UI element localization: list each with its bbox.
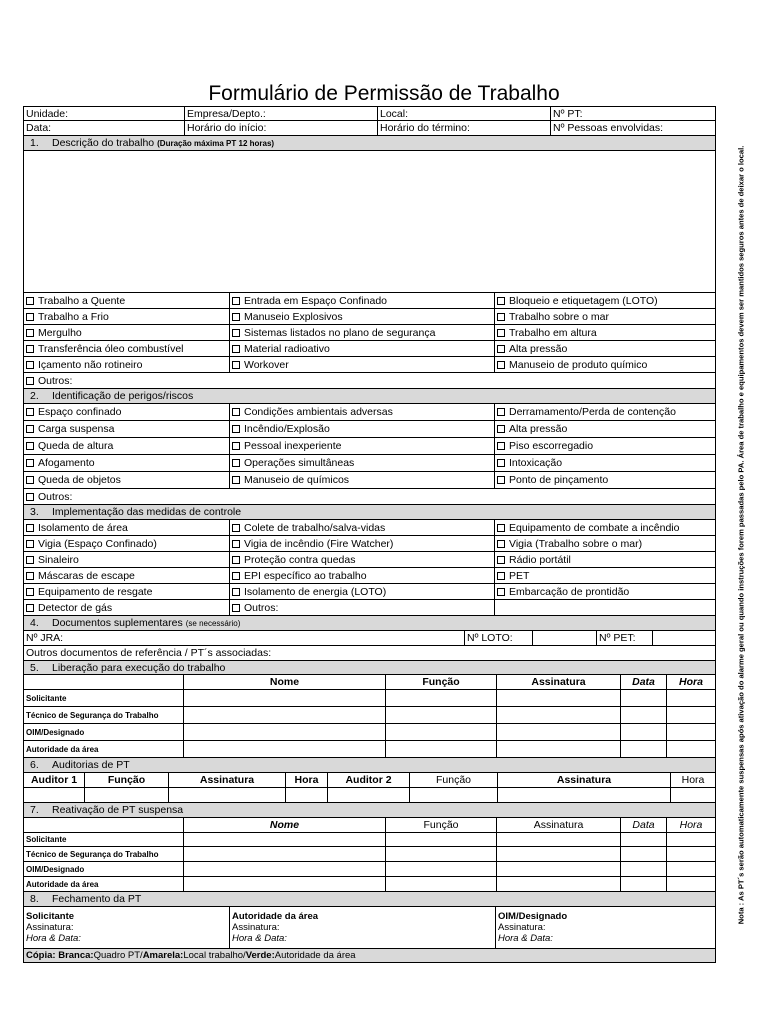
- release-funcao[interactable]: [386, 724, 497, 740]
- checkbox-icon[interactable]: [497, 588, 505, 596]
- checkbox-item[interactable]: Queda de objetos: [24, 472, 230, 488]
- reactivation-row: Solicitante: [23, 833, 716, 847]
- jra-field[interactable]: Nº JRA:: [24, 631, 465, 645]
- reactivation-cell[interactable]: [621, 833, 667, 846]
- release-row: Autoridade da área: [23, 741, 716, 758]
- checkbox-icon[interactable]: [497, 442, 505, 450]
- closing-row: [23, 907, 716, 949]
- work-type-checklist: [23, 293, 716, 389]
- release-data[interactable]: [621, 707, 667, 723]
- section-number: 3.: [30, 506, 39, 518]
- checkbox-icon[interactable]: [497, 459, 505, 467]
- section-number: 8.: [30, 893, 39, 905]
- release-assinatura[interactable]: [497, 741, 621, 757]
- col-data: Data: [621, 818, 667, 832]
- checkbox-icon[interactable]: [26, 297, 34, 305]
- checkbox-item[interactable]: Condições ambientais adversas: [230, 404, 495, 420]
- section-title: Liberação para execução do trabalho: [52, 661, 226, 674]
- col-hora: Hora: [286, 773, 328, 787]
- inicio-field[interactable]: Horário do início:: [185, 121, 378, 135]
- checkbox-item[interactable]: Incêndio/Explosão: [230, 421, 495, 437]
- pessoas-field[interactable]: Nº Pessoas envolvidas:: [553, 122, 664, 134]
- section-title: Identificação de perigos/riscos: [52, 390, 194, 402]
- checkbox-icon[interactable]: [26, 572, 34, 580]
- checkbox-item[interactable]: Manuseio de químicos: [230, 472, 495, 488]
- checkbox-item[interactable]: Sinaleiro: [24, 552, 230, 567]
- col-funcao-2: Função: [410, 773, 498, 787]
- reactivation-cell[interactable]: [184, 833, 386, 846]
- release-nome[interactable]: [184, 724, 386, 740]
- checkbox-icon[interactable]: [26, 604, 34, 612]
- checklist-row: [24, 308, 715, 324]
- col-assinatura: Assinatura: [497, 818, 621, 832]
- release-hora[interactable]: [667, 707, 715, 723]
- checkbox-item[interactable]: Material radioativo: [230, 341, 495, 356]
- checkbox-item[interactable]: Sistemas listados no plano de segurança: [230, 325, 495, 340]
- checkbox-item[interactable]: Operações simultâneas: [230, 455, 495, 471]
- checkbox-icon[interactable]: [497, 329, 505, 337]
- checkbox-item[interactable]: Entrada em Espaço Confinado: [230, 293, 495, 308]
- checkbox-item[interactable]: Espaço confinado: [24, 404, 230, 420]
- checklist-row: [24, 567, 715, 583]
- checklist-row: [24, 437, 715, 454]
- checkbox-icon[interactable]: [232, 408, 240, 416]
- checkbox-icon[interactable]: [26, 493, 34, 501]
- col-data: Data: [621, 675, 667, 689]
- release-nome[interactable]: [184, 741, 386, 757]
- checkbox-icon[interactable]: [497, 313, 505, 321]
- checklist-row: [24, 356, 715, 372]
- section-title: Documentos suplementares: [52, 617, 183, 629]
- release-hora[interactable]: [667, 690, 715, 706]
- section-5-header: [23, 661, 716, 675]
- checkbox-icon[interactable]: [497, 540, 505, 548]
- section-2-header: [23, 389, 716, 404]
- checklist-row: [24, 293, 715, 308]
- reactivation-cell[interactable]: [497, 877, 621, 891]
- checkbox-item[interactable]: Trabalho em altura: [495, 325, 715, 340]
- reactivation-cell[interactable]: [667, 877, 715, 891]
- checkbox-icon[interactable]: [497, 524, 505, 532]
- pet-value[interactable]: [653, 631, 715, 645]
- col-assinatura: Assinatura: [169, 773, 286, 787]
- section-number: 5.: [30, 661, 39, 674]
- reactivation-cell[interactable]: [667, 833, 715, 846]
- copy-footer: Cópia: Branca: Quadro PT/ Amarela: Local trabalho/ Verde: Autoridade da área: [23, 949, 716, 963]
- checkbox-icon[interactable]: [26, 425, 34, 433]
- checkbox-item[interactable]: Trabalho a Frio: [24, 309, 230, 324]
- checklist-row: [24, 520, 715, 535]
- checkbox-item[interactable]: Transferência óleo combustível: [24, 341, 230, 356]
- checkbox-icon[interactable]: [497, 556, 505, 564]
- audit-cell[interactable]: [85, 788, 169, 802]
- reactivation-row: OIM/Designado: [23, 862, 716, 877]
- audit-cell[interactable]: [24, 788, 85, 802]
- checkbox-icon[interactable]: [232, 361, 240, 369]
- checkbox-item[interactable]: Afogamento: [24, 455, 230, 471]
- col-nome: Nome: [184, 818, 386, 832]
- checkbox-item[interactable]: Detector de gás: [24, 600, 230, 615]
- section-title: Implementação das medidas de controle: [52, 506, 242, 518]
- checkbox-item[interactable]: Colete de trabalho/salva-vidas: [230, 520, 495, 535]
- checkbox-item[interactable]: Vigia (Espaço Confinado): [24, 536, 230, 551]
- checkbox-icon[interactable]: [26, 524, 34, 532]
- checkbox-item[interactable]: Equipamento de resgate: [24, 584, 230, 599]
- audit-table-header: [23, 773, 716, 788]
- section-8-header: [23, 892, 716, 907]
- col-hora: Hora: [679, 676, 703, 688]
- reactivation-cell[interactable]: [386, 833, 497, 846]
- col-funcao: Função: [386, 675, 497, 689]
- loto-field[interactable]: Nº LOTO:: [465, 631, 533, 645]
- data-field[interactable]: Data:: [24, 121, 185, 135]
- checkbox-item-outros[interactable]: Outros:: [24, 489, 715, 504]
- checkbox-icon[interactable]: [26, 459, 34, 467]
- checkbox-icon[interactable]: [232, 556, 240, 564]
- checkbox-item[interactable]: Içamento não rotineiro: [24, 357, 230, 372]
- release-assinatura[interactable]: [497, 690, 621, 706]
- closing-block-solicitante[interactable]: Solicitante Assinatura: Hora & Data:: [24, 907, 230, 948]
- checkbox-item[interactable]: Carga suspensa: [24, 421, 230, 437]
- col-auditor-2: Auditor 2: [328, 773, 410, 787]
- section-note: (se necessário): [185, 618, 241, 628]
- side-note: Nota : As PT´s serão automaticamente suspensas após ativação do alarme geral ou quando instruções forem passadas pelo PA. Área de trabalho e equipamentos devem ser mantidos seguros antes de deixar o local.: [736, 145, 746, 925]
- checkbox-icon[interactable]: [497, 297, 505, 305]
- checkbox-icon[interactable]: [232, 425, 240, 433]
- pt-number-field[interactable]: Nº PT:: [553, 107, 583, 120]
- reactivation-table-header: [23, 818, 716, 833]
- other-docs-row: [23, 646, 716, 661]
- checkbox-icon[interactable]: [232, 540, 240, 548]
- audit-cell[interactable]: [671, 788, 715, 802]
- closing-block-oim[interactable]: OIM/Designado Assinatura: Hora & Data:: [498, 911, 568, 944]
- checkbox-item[interactable]: Manuseio de produto químico: [495, 357, 715, 372]
- hazard-checklist: [23, 404, 716, 505]
- release-assinatura[interactable]: [497, 724, 621, 740]
- checkbox-icon[interactable]: [497, 408, 505, 416]
- checkbox-icon[interactable]: [232, 329, 240, 337]
- audit-cell[interactable]: [410, 788, 498, 802]
- audit-cell[interactable]: [328, 788, 410, 802]
- reactivation-cell[interactable]: [667, 847, 715, 861]
- audit-cell[interactable]: [498, 788, 671, 802]
- release-hora[interactable]: [667, 741, 715, 757]
- work-description-area[interactable]: [23, 151, 716, 293]
- release-nome[interactable]: [184, 690, 386, 706]
- reactivation-cell[interactable]: [386, 862, 497, 876]
- checkbox-icon[interactable]: [26, 345, 34, 353]
- checklist-row: [24, 551, 715, 567]
- checkbox-item[interactable]: Piso escorregadio: [495, 438, 715, 454]
- section-3-header: [23, 505, 716, 520]
- audit-cell[interactable]: [286, 788, 328, 802]
- checklist-row: [24, 488, 715, 504]
- checklist-row: [24, 535, 715, 551]
- checkbox-icon[interactable]: [497, 425, 505, 433]
- reactivation-cell[interactable]: [184, 877, 386, 891]
- section-title: Reativação de PT suspensa: [52, 804, 184, 816]
- checklist-row: [24, 599, 715, 615]
- loto-value[interactable]: [533, 631, 597, 645]
- checkbox-icon[interactable]: [26, 329, 34, 337]
- section-7-header: [23, 803, 716, 818]
- col-assinatura-2: Assinatura: [498, 773, 671, 787]
- reactivation-row: Autoridade da área: [23, 877, 716, 892]
- release-table-header: [23, 675, 716, 690]
- checkbox-icon[interactable]: [232, 524, 240, 532]
- audit-cell[interactable]: [169, 788, 286, 802]
- reactivation-cell[interactable]: [386, 877, 497, 891]
- reactivation-cell[interactable]: [184, 862, 386, 876]
- checkbox-icon[interactable]: [232, 345, 240, 353]
- checkbox-icon[interactable]: [232, 476, 240, 484]
- checkbox-item[interactable]: Intoxicação: [495, 455, 715, 471]
- checklist-row: [24, 420, 715, 437]
- checkbox-item[interactable]: Bloqueio e etiquetagem (LOTO): [495, 293, 715, 308]
- checkbox-icon[interactable]: [497, 476, 505, 484]
- checkbox-icon[interactable]: [497, 572, 505, 580]
- checkbox-item[interactable]: Outros:: [230, 600, 495, 615]
- release-assinatura[interactable]: [497, 707, 621, 723]
- permit-form: [23, 106, 716, 963]
- checkbox-icon[interactable]: [26, 556, 34, 564]
- release-nome[interactable]: [184, 707, 386, 723]
- checkbox-icon[interactable]: [26, 313, 34, 321]
- checkbox-icon[interactable]: [26, 540, 34, 548]
- col-hora-2: Hora: [681, 774, 705, 786]
- checkbox-item[interactable]: EPI específico ao trabalho: [230, 568, 495, 583]
- release-funcao[interactable]: [386, 690, 497, 706]
- checkbox-item[interactable]: Isolamento de energia (LOTO): [230, 584, 495, 599]
- section-number: 7.: [30, 804, 39, 816]
- checkbox-item[interactable]: Vigia de incêndio (Fire Watcher): [230, 536, 495, 551]
- checkbox-item[interactable]: Proteção contra quedas: [230, 552, 495, 567]
- checkbox-item[interactable]: Trabalho a Quente: [24, 293, 230, 308]
- checkbox-item[interactable]: Isolamento de área: [24, 520, 230, 535]
- empresa-field[interactable]: Empresa/Depto.:: [185, 107, 378, 120]
- col-auditor-1: Auditor 1: [24, 773, 85, 787]
- release-funcao[interactable]: [386, 741, 497, 757]
- section-title: Fechamento da PT: [52, 893, 142, 905]
- checkbox-item[interactable]: Embarcação de prontidão: [495, 584, 715, 599]
- control-measures-checklist: [23, 520, 716, 616]
- col-funcao: Função: [85, 773, 169, 787]
- reactivation-cell[interactable]: [621, 877, 667, 891]
- checkbox-icon[interactable]: [232, 459, 240, 467]
- checkbox-icon[interactable]: [232, 572, 240, 580]
- pet-field[interactable]: Nº PET:: [597, 631, 653, 645]
- local-field[interactable]: Local:: [378, 107, 551, 120]
- checkbox-item[interactable]: Vigia (Trabalho sobre o mar): [495, 536, 715, 551]
- checkbox-item[interactable]: Alta pressão: [495, 421, 715, 437]
- checkbox-item-empty[interactable]: [495, 600, 715, 615]
- termino-field[interactable]: Horário do término:: [378, 121, 551, 135]
- checklist-row: [24, 454, 715, 471]
- checkbox-icon[interactable]: [232, 442, 240, 450]
- col-nome: Nome: [184, 675, 386, 689]
- reactivation-cell[interactable]: [621, 862, 667, 876]
- col-hora: Hora: [679, 819, 703, 831]
- unidade-field[interactable]: Unidade:: [24, 107, 185, 120]
- reactivation-row: Técnico de Segurança do Trabalho: [23, 847, 716, 862]
- header-row-1: [23, 106, 716, 121]
- checkbox-icon[interactable]: [26, 408, 34, 416]
- reactivation-cell[interactable]: [386, 847, 497, 861]
- reactivation-cell[interactable]: [184, 847, 386, 861]
- release-data[interactable]: [621, 724, 667, 740]
- checkbox-item[interactable]: Ponto de pinçamento: [495, 472, 715, 488]
- section-1-header: [23, 136, 716, 151]
- reactivation-cell[interactable]: [667, 862, 715, 876]
- closing-block-autoridade[interactable]: Autoridade da área Assinatura: Hora & Data:: [230, 907, 496, 948]
- checkbox-item[interactable]: Trabalho sobre o mar: [495, 309, 715, 324]
- checklist-row: [24, 583, 715, 599]
- checklist-row: [24, 471, 715, 488]
- checkbox-item[interactable]: Pessoal inexperiente: [230, 438, 495, 454]
- checkbox-icon[interactable]: [26, 476, 34, 484]
- checkbox-icon[interactable]: [232, 588, 240, 596]
- reactivation-cell[interactable]: [497, 862, 621, 876]
- checkbox-item[interactable]: Alta pressão: [495, 341, 715, 356]
- section-6-header: [23, 758, 716, 773]
- header-row-2: [23, 121, 716, 136]
- checkbox-icon[interactable]: [26, 442, 34, 450]
- reactivation-cell[interactable]: [497, 847, 621, 861]
- release-row: OIM/Designado: [23, 724, 716, 741]
- checkbox-item[interactable]: Derramamento/Perda de contenção: [495, 404, 715, 420]
- checkbox-item[interactable]: Manuseio Explosivos: [230, 309, 495, 324]
- form-title: Formulário de Permissão de Trabalho: [208, 82, 560, 105]
- section-number: 1.: [30, 137, 39, 149]
- section-title: Auditorias de PT: [52, 759, 130, 771]
- checkbox-icon[interactable]: [497, 361, 505, 369]
- release-hora[interactable]: [667, 724, 715, 740]
- release-row: Solicitante: [23, 690, 716, 707]
- reactivation-cell[interactable]: [621, 847, 667, 861]
- section-number: 4.: [30, 617, 39, 629]
- checklist-row: [24, 372, 715, 388]
- checkbox-icon[interactable]: [26, 377, 34, 385]
- checkbox-item[interactable]: Workover: [230, 357, 495, 372]
- checkbox-icon[interactable]: [232, 313, 240, 321]
- release-row: Técnico de Segurança do Trabalho: [23, 707, 716, 724]
- reactivation-cell[interactable]: [497, 833, 621, 846]
- supplementary-docs-row: [23, 631, 716, 646]
- section-number: 2.: [30, 390, 39, 402]
- release-funcao[interactable]: [386, 707, 497, 723]
- other-docs-field[interactable]: Outros documentos de referência / PT´s associadas:: [26, 647, 272, 659]
- checkbox-icon[interactable]: [232, 297, 240, 305]
- section-number: 6.: [30, 759, 39, 771]
- checkbox-icon[interactable]: [232, 604, 240, 612]
- checkbox-icon[interactable]: [26, 361, 34, 369]
- checkbox-item[interactable]: Rádio portátil: [495, 552, 715, 567]
- col-funcao: Função: [386, 818, 497, 832]
- checklist-row: [24, 324, 715, 340]
- checkbox-item[interactable]: Máscaras de escape: [24, 568, 230, 583]
- checkbox-icon[interactable]: [26, 588, 34, 596]
- checklist-row: [24, 340, 715, 356]
- release-data[interactable]: [621, 690, 667, 706]
- checkbox-item[interactable]: Equipamento de combate a incêndio: [495, 520, 715, 535]
- section-note: (Duração máxima PT 12 horas): [157, 138, 275, 148]
- checkbox-item[interactable]: Mergulho: [24, 325, 230, 340]
- section-title: Descrição do trabalho: [52, 137, 155, 149]
- release-data[interactable]: [621, 741, 667, 757]
- col-assinatura: Assinatura: [497, 675, 621, 689]
- checkbox-item[interactable]: PET: [495, 568, 715, 583]
- checkbox-item[interactable]: Queda de altura: [24, 438, 230, 454]
- checkbox-icon[interactable]: [497, 345, 505, 353]
- checklist-row: [24, 404, 715, 420]
- audit-row: [23, 788, 716, 803]
- checkbox-item-outros[interactable]: Outros:: [24, 373, 715, 388]
- section-4-header: [23, 616, 716, 631]
